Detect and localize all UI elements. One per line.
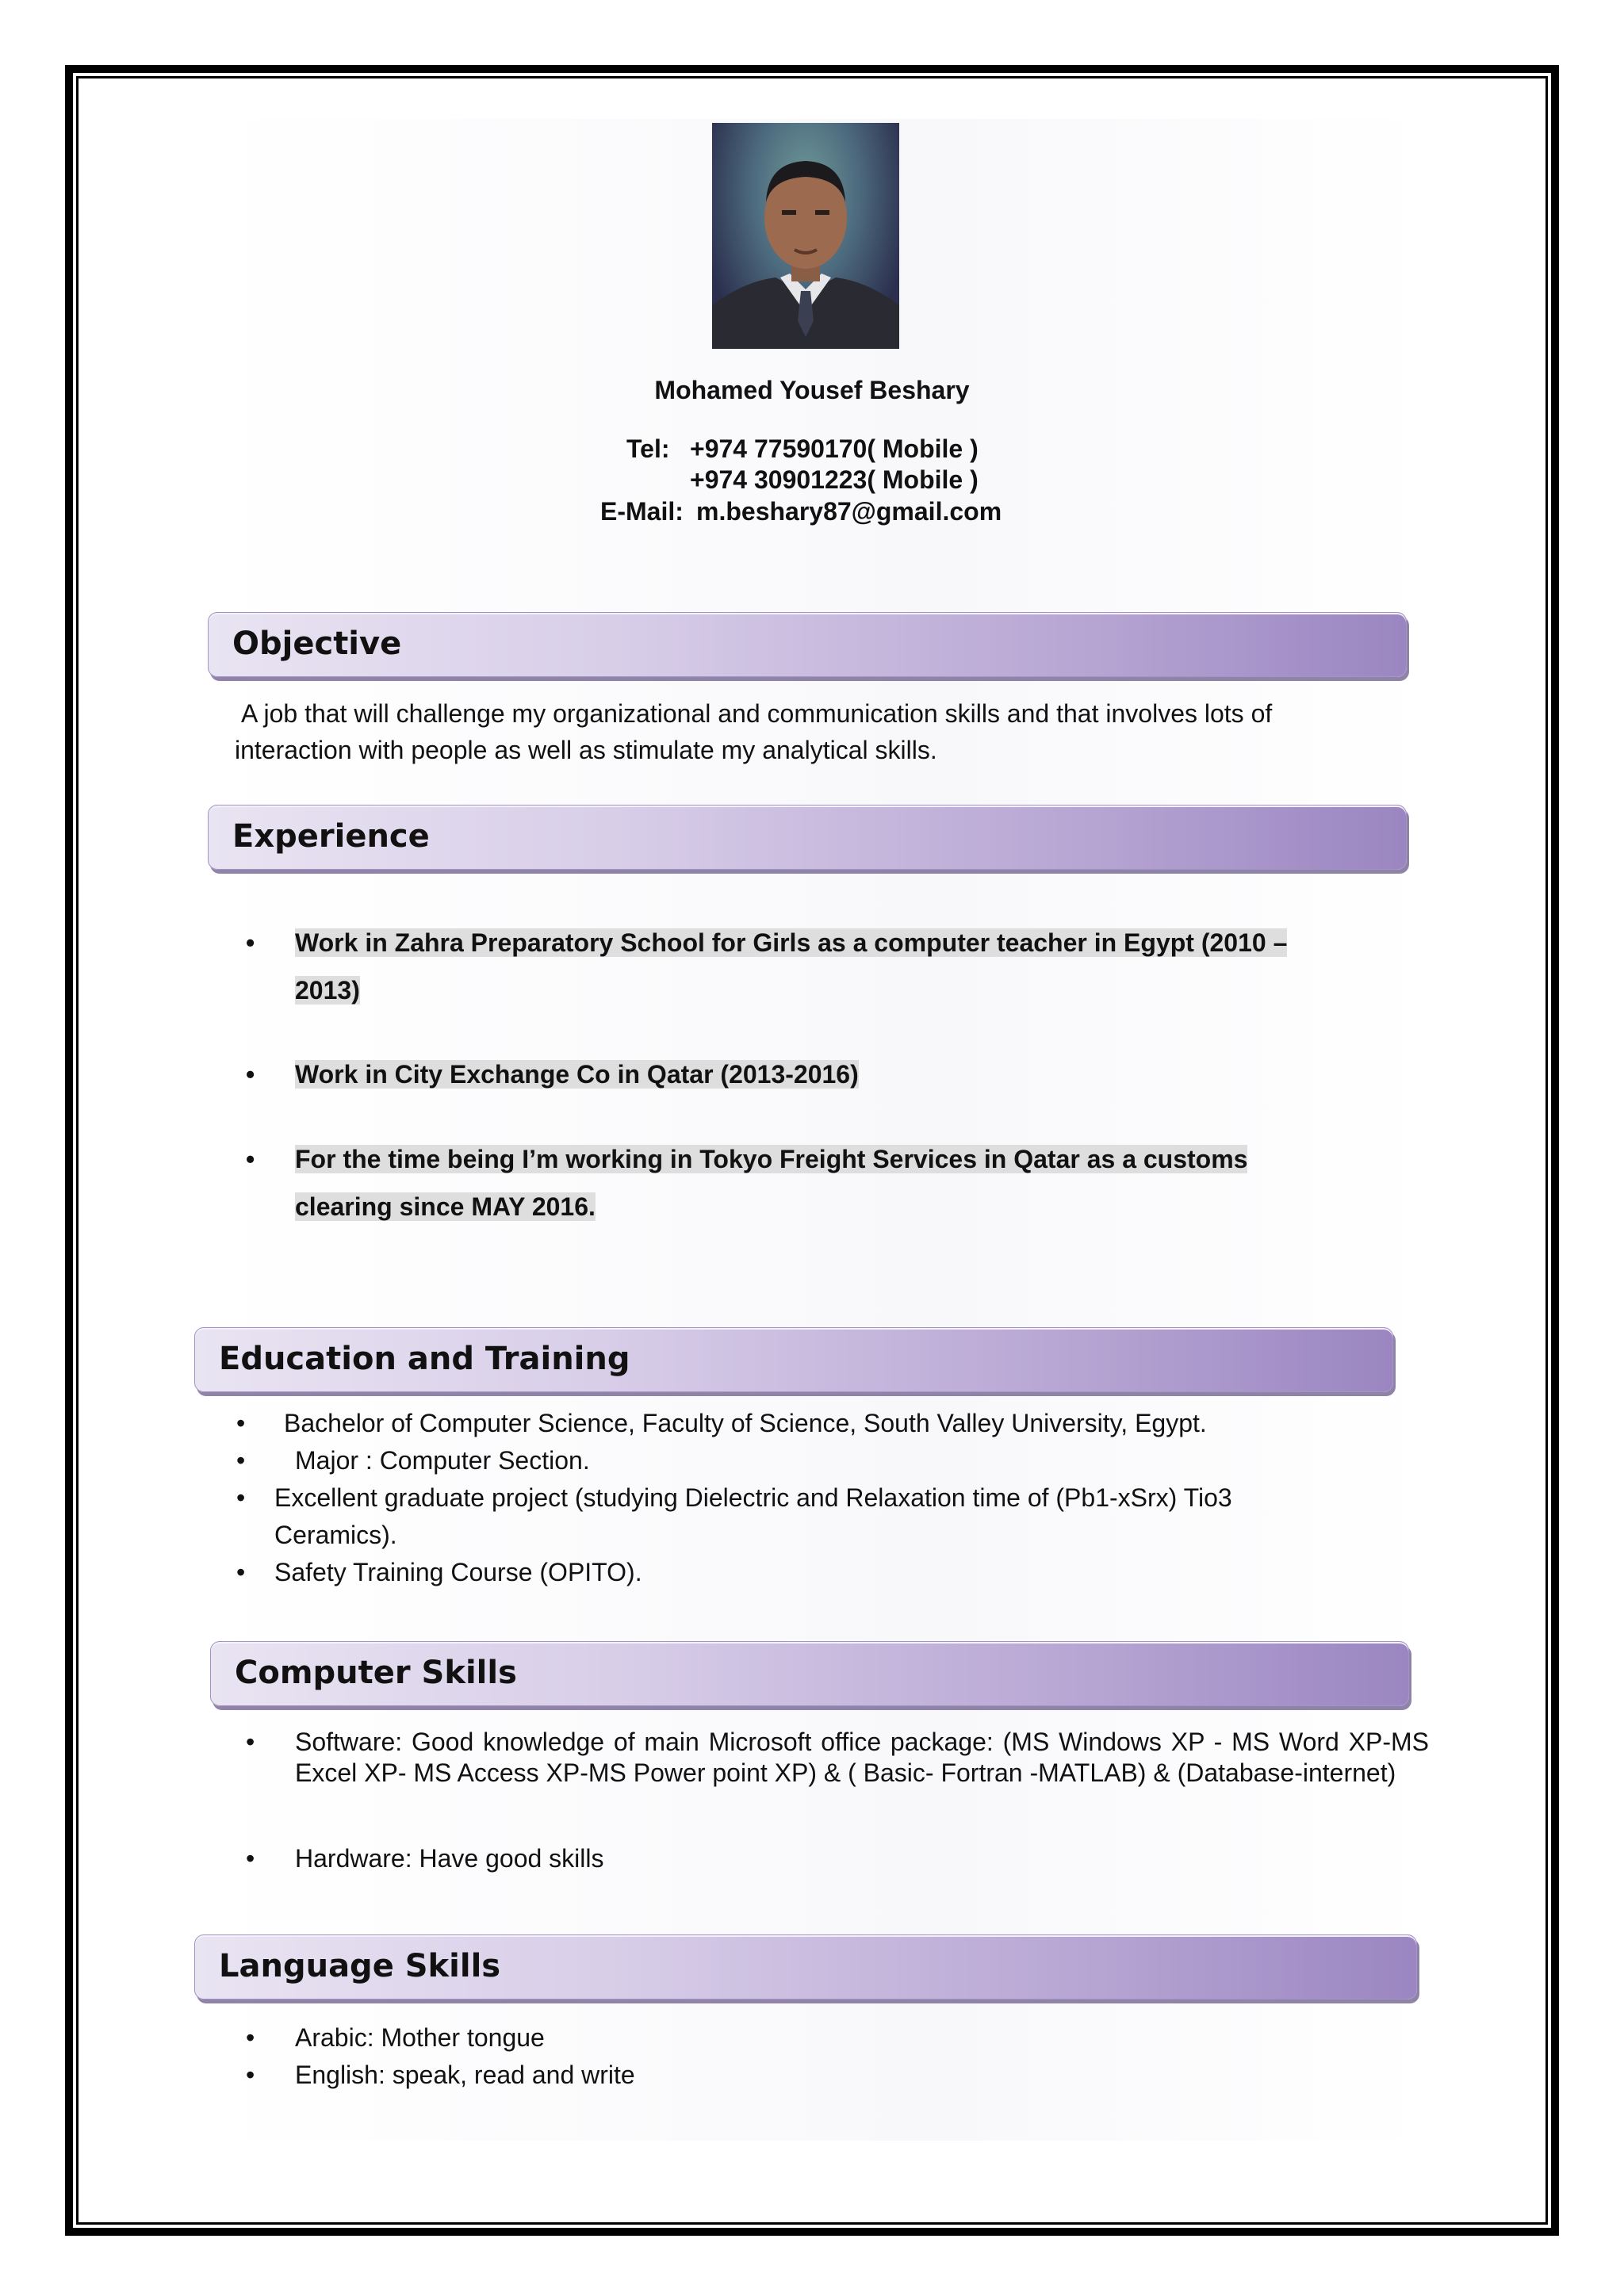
candidate-name: Mohamed Yousef Beshary [654, 376, 970, 404]
list-item [246, 2057, 1356, 2094]
bullet-icon: • [246, 1844, 255, 1873]
experience-item-line-1: Work in City Exchange Co in Qatar (2013-2016) [295, 1060, 859, 1089]
experience-item-line-2: 2013) [295, 976, 360, 1004]
experience-item-line-1: For the time being I’m working in Tokyo Freight Services in Qatar as a customs [295, 1145, 1248, 1173]
list-item [236, 1442, 1426, 1479]
computer-skills-title: Computer Skills [235, 1655, 517, 1691]
bullet-icon: • [246, 2061, 255, 2089]
tel-label: Tel: [626, 434, 670, 463]
phone-mobile-2: +974 30901223( Mobile ) [690, 465, 979, 494]
experience-title: Experience [232, 818, 430, 855]
language-list [246, 2019, 1356, 2094]
hardware-skills-text: Hardware: Have good skills [295, 1844, 604, 1873]
education-item-text: Safety Training Course (OPITO). [274, 1558, 642, 1586]
software-skills-text: Software: Good knowledge of main Microsoft office package: (MS Windows XP - MS Word XP-MS Excel XP- MS Access XP-MS Power point XP) & ( Basic- Fortran -MATLAB) & (Database-internet) [295, 1728, 1429, 1787]
education-item-text: Excellent graduate project (studying Dielectric and Relaxation time of (Pb1-xSrx) Tio3 [274, 1483, 1232, 1512]
objective-line-1: A job that will challenge my organizational and communication skills and that involves lots of [241, 699, 1273, 728]
computer-skills-heading [210, 1641, 1409, 1706]
education-title: Education and Training [219, 1341, 630, 1377]
list-item [236, 1479, 1426, 1517]
experience-item-line-1: Work in Zahra Preparatory School for Girls as a computer teacher in Egypt (2010 – [295, 928, 1288, 957]
language-skills-heading [194, 1934, 1417, 1999]
bullet-icon: • [236, 1409, 246, 1437]
list-item-continuation [236, 1517, 1426, 1554]
list-item [236, 1405, 1426, 1442]
bullet-icon: • [246, 1728, 255, 1756]
education-list [236, 1405, 1426, 1591]
objective-line-2: interaction with people as well as stimulate my analytical skills. [235, 736, 937, 764]
bullet-icon: • [246, 928, 255, 957]
language-item-text: Arabic: Mother tongue [295, 2023, 545, 2052]
bullet-icon: • [236, 1483, 246, 1512]
email-label: E-Mail: [600, 497, 684, 526]
bullet-icon: • [246, 2023, 255, 2052]
bullet-icon: • [236, 1446, 246, 1475]
list-item [236, 1554, 1426, 1591]
objective-heading [208, 612, 1407, 677]
profile-photo [712, 123, 899, 349]
language-item-text: English: speak, read and write [295, 2061, 635, 2089]
objective-title: Objective [232, 626, 402, 662]
objective-text [235, 695, 1424, 768]
education-item-text: Ceramics). [274, 1521, 397, 1549]
experience-item [246, 1135, 1404, 1238]
bullet-icon: • [236, 1558, 246, 1586]
experience-item [246, 919, 1404, 1022]
experience-item [246, 1050, 1404, 1098]
language-skills-title: Language Skills [219, 1948, 501, 1984]
experience-heading [208, 805, 1407, 870]
experience-item-line-2: clearing since MAY 2016. [295, 1192, 596, 1221]
email-address: m.beshary87@gmail.com [696, 497, 1002, 526]
bullet-icon: • [246, 1145, 255, 1173]
education-item-text: Bachelor of Computer Science, Faculty of Science, South Valley University, Egypt. [284, 1409, 1207, 1437]
education-item-text: Major : Computer Section. [295, 1446, 590, 1475]
phone-mobile-1: +974 77590170( Mobile ) [690, 434, 979, 463]
education-heading [194, 1327, 1393, 1392]
list-item [246, 2019, 1356, 2057]
bullet-icon: • [246, 1060, 255, 1089]
content-background [206, 119, 1427, 2141]
